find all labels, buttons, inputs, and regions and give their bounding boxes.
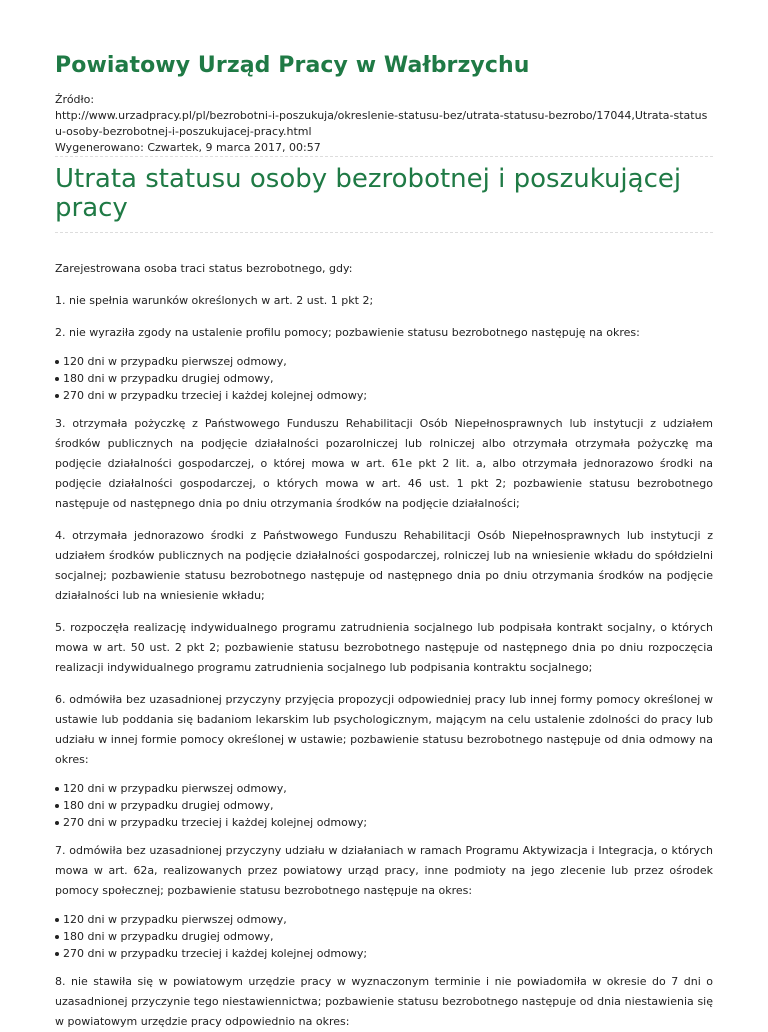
paragraph-7: 7. odmówiła bez uzasadnionej przyczyny udziału w działaniach w ramach Programu Aktywizacja i Integracja, o których mowa w art. 62a, realizowanych przez powiatowy urząd pracy, inne podmioty na jego zlecenie lub przez ośrodek pomocy społecznej; pozbawienie statusu bezrobotnego następuje na okres: xyxy=(55,844,713,897)
bullet-list-3 xyxy=(55,911,713,962)
list-item: 270 dni w przypadku trzeciej i każdej kolejnej odmowy; xyxy=(55,814,713,831)
list-item: 180 dni w przypadku drugiej odmowy, xyxy=(55,370,713,387)
divider xyxy=(55,156,713,157)
list-item: 120 dni w przypadku pierwszej odmowy, xyxy=(55,911,713,928)
list-item: 120 dni w przypadku pierwszej odmowy, xyxy=(55,780,713,797)
source-url: http://www.urzadpracy.pl/pl/bezrobotni-i-poszukuja/okreslenie-statusu-bez/utrata-statusu-bezrobo/17044,Utrata-statusu-osoby-bezrobotnej-i-poszukujacej-pracy.html xyxy=(55,109,708,138)
list-item: 180 dni w przypadku drugiej odmowy, xyxy=(55,928,713,945)
article-title: Utrata statusu osoby bezrobotnej i poszukującej pracy xyxy=(55,164,682,223)
list-item: 180 dni w przypadku drugiej odmowy, xyxy=(55,797,713,814)
list-item: 270 dni w przypadku trzeciej i każdej kolejnej odmowy; xyxy=(55,387,713,404)
site-title: Powiatowy Urząd Pracy w Wałbrzychu xyxy=(55,53,530,78)
paragraph-4: 4. otrzymała jednorazowo środki z Państwowego Funduszu Rehabilitacji Osób Niepełnosprawnych lub instytucji z udziałem środków publicznych na podjęcie działalności gospodarczej, rolniczej lub na wniesienie wkładu do spółdzielni socjalnej; pozbawienie statusu bezrobotnego następuje od następnego dnia po dniu otrzymania środków na podjęcie działalności lub na wniesienie wkładu; xyxy=(55,529,713,602)
bullet-list-2 xyxy=(55,780,713,831)
source-label: Źródło: xyxy=(55,93,95,106)
paragraph-6: 6. odmówiła bez uzasadnionej przyczyny przyjęcia propozycji odpowiedniej pracy lub innej formy pomocy określonej w ustawie lub poddania się badaniom lekarskim lub psychologicznym, mającym na celu ustalenie zdolności do pracy lub udziału w innej formie pomocy określonej w ustawie; pozbawienie statusu bezrobotnego następuje od dnia odmowy na okres: xyxy=(55,693,713,766)
bullet-list-1 xyxy=(55,353,713,404)
paragraph-2: 2. nie wyraziła zgody na ustalenie profilu pomocy; pozbawienie statusu bezrobotnego następuję na okres: xyxy=(55,326,640,339)
paragraph-8: 8. nie stawiła się w powiatowym urzędzie pracy w wyznaczonym terminie i nie powiadomiła w okresie do 7 dni o uzasadnionej przyczynie tego niestawiennictwa; pozbawienie statusu bezrobotnego następuje od dnia niestawienia się w powiatowym urzędzie pracy odpowiednio na okres: xyxy=(55,975,713,1028)
list-item: 270 dni w przypadku trzeciej i każdej kolejnej odmowy; xyxy=(55,945,713,962)
list-item: 120 dni w przypadku pierwszej odmowy, xyxy=(55,353,713,370)
divider xyxy=(55,232,713,233)
document-meta xyxy=(55,92,713,156)
paragraph-3: 3. otrzymała pożyczkę z Państwowego Funduszu Rehabilitacji Osób Niepełnosprawnych lub instytucji z udziałem środków publicznych na podjęcie działalności pozarolniczej lub rolniczej albo otrzymała otrzymała pożyczkę ma podjęcie działalności gospodarczej, o której mowa w art. 61e pkt 2 lit. a, albo otrzymała jednorazowo środki na podjęcie działalności gospodarczej, o których mowa w art. 46 ust. 1 pkt 2; pozbawienie statusu bezrobotnego następuje od następnego dnia po dniu otrzymania środków na podjęcie działalności; xyxy=(55,417,713,510)
generated-date: Wygenerowano: Czwartek, 9 marca 2017, 00:57 xyxy=(55,141,321,154)
paragraph-1: 1. nie spełnia warunków określonych w art. 2 ust. 1 pkt 2; xyxy=(55,294,374,307)
article-body xyxy=(55,259,713,1032)
paragraph-5: 5. rozpoczęła realizację indywidualnego programu zatrudnienia socjalnego lub podpisała kontrakt socjalny, o których mowa w art. 50 ust. 2 pkt 2; pozbawienie statusu bezrobotnego następuje od następnego dnia po dniu rozpoczęcia realizacji indywidualnego programu zatrudnienia socjalnego lub podpisania kontraktu socjalnego; xyxy=(55,621,713,674)
paragraph-intro: Zarejestrowana osoba traci status bezrobotnego, gdy: xyxy=(55,262,353,275)
